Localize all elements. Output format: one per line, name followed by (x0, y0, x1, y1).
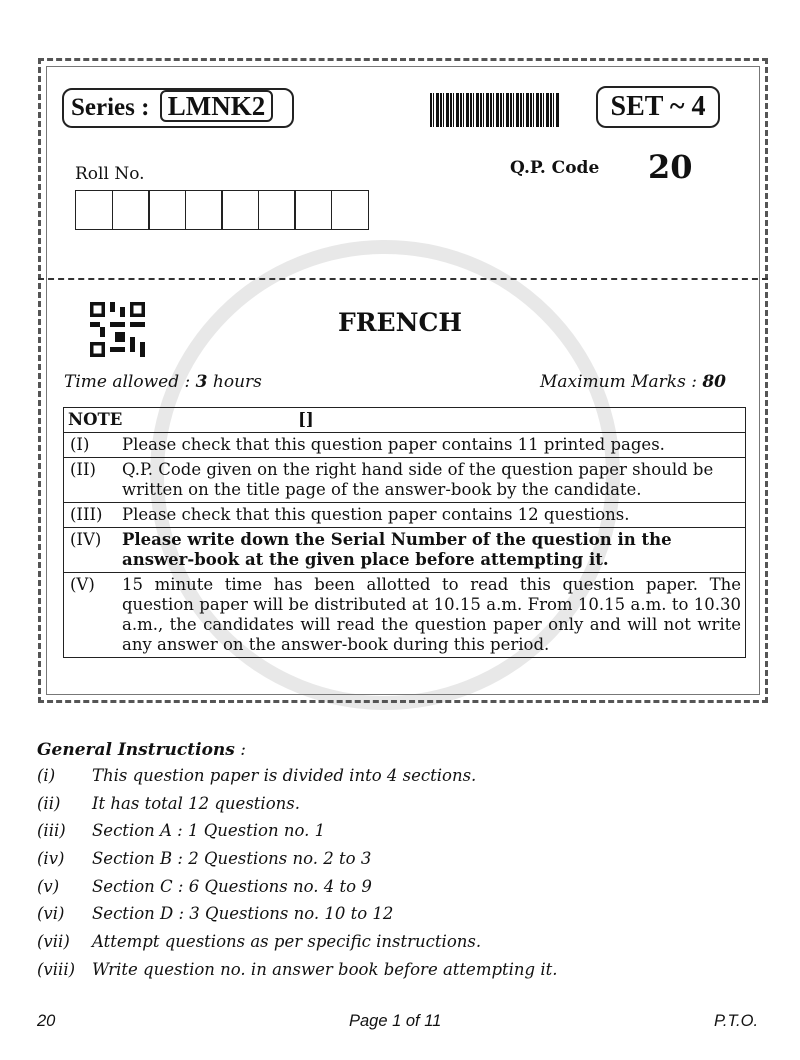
instruction-text: Section B : 2 Questions no. 2 to 3 (92, 849, 372, 869)
roll-digit-box[interactable] (185, 190, 223, 230)
roll-digit-box[interactable] (258, 190, 296, 230)
note-num: (I) (64, 433, 119, 458)
instruction-text: Write question no. in answer book before attempting it. (92, 959, 558, 979)
note-text: 15 minute time has been allotted to read this question paper. The question paper will be distributed at 10.15 a.m. From 10.15 a.m. to 10.30 a.m., the candidates will read the question paper only and will not write any answer on the answer-book during this period. (118, 573, 746, 658)
instruction-item (37, 849, 558, 877)
instruction-num: (ii) (37, 793, 61, 813)
note-num: (II) (64, 458, 119, 503)
instruction-item (37, 960, 558, 988)
note-row (64, 528, 746, 573)
note-num: (V) (64, 573, 119, 658)
instruction-num: (vi) (37, 904, 65, 924)
roll-number-boxes (75, 190, 367, 230)
note-text: Please write down the Serial Number of the question in the answer-book at the given place before attempting it. (118, 528, 746, 573)
footer-pto: P.T.O. (714, 1012, 759, 1030)
instruction-num: (v) (37, 876, 60, 896)
instruction-text: Section C : 6 Questions no. 4 to 9 (92, 876, 372, 896)
general-instructions-list (37, 766, 558, 988)
instruction-item (37, 821, 558, 849)
roll-digit-box[interactable] (112, 190, 150, 230)
instruction-item (37, 904, 558, 932)
roll-number-label: Roll No. (75, 164, 145, 184)
note-text: Please check that this question paper contains 12 questions. (118, 503, 746, 528)
instruction-num: (vii) (37, 932, 70, 952)
instruction-num: (i) (37, 766, 56, 785)
roll-digit-box[interactable] (148, 190, 186, 230)
time-unit: hours (207, 372, 262, 392)
instruction-num: (viii) (37, 959, 76, 979)
instruction-item (37, 794, 558, 822)
general-instructions-title (37, 740, 246, 760)
footer-page-number: Page 1 of 11 (349, 1012, 442, 1030)
barcode-image (430, 93, 560, 127)
instruction-item (37, 766, 558, 794)
note-num: (III) (64, 503, 119, 528)
roll-digit-box[interactable] (75, 190, 113, 230)
marks-value: 80 (702, 372, 726, 392)
note-title: NOTE (68, 410, 123, 429)
footer-code: 20 (37, 1012, 56, 1030)
note-header (64, 408, 746, 433)
note-num: (IV) (64, 528, 119, 573)
instruction-text: Attempt questions as per specific instructions. (92, 932, 482, 952)
instruction-text: Section A : 1 Question no. 1 (92, 821, 326, 841)
instruction-text: Section D : 3 Questions no. 10 to 12 (92, 904, 394, 924)
instructions-title-text: General Instructions (37, 740, 235, 760)
series-label: Series : (71, 94, 150, 121)
note-text: Please check that this question paper contains 11 printed pages. (118, 433, 746, 458)
instruction-item (37, 932, 558, 960)
instruction-num: (iv) (37, 849, 65, 869)
set-badge: SET ~ 4 (596, 86, 720, 128)
note-text: Q.P. Code given on the right hand side of the question paper should be written on the title page of the answer-book by the candidate. (118, 458, 746, 503)
note-row (64, 458, 746, 503)
note-bracket: [] (298, 410, 314, 429)
instructions-colon: : (234, 740, 246, 760)
time-value: 3 (195, 372, 208, 392)
time-label: Time allowed : (64, 372, 196, 392)
roll-digit-box[interactable] (221, 190, 259, 230)
time-allowed (64, 372, 262, 392)
roll-digit-box[interactable] (331, 190, 369, 230)
subject-title: FRENCH (338, 308, 462, 337)
qp-code-label: Q.P. Code (510, 158, 600, 178)
maximum-marks (540, 372, 726, 392)
note-table (63, 407, 746, 658)
series-box (62, 88, 294, 128)
instruction-text: This question paper is divided into 4 sections. (92, 766, 477, 785)
note-row (64, 573, 746, 658)
instruction-num: (iii) (37, 821, 66, 841)
qp-code-value: 20 (648, 148, 693, 186)
note-row (64, 433, 746, 458)
series-code: LMNK2 (160, 90, 274, 122)
note-row (64, 503, 746, 528)
cut-line (38, 278, 768, 280)
instruction-text: It has total 12 questions. (92, 793, 300, 813)
marks-label: Maximum Marks : (539, 372, 703, 392)
instruction-item (37, 877, 558, 905)
roll-digit-box[interactable] (294, 190, 332, 230)
